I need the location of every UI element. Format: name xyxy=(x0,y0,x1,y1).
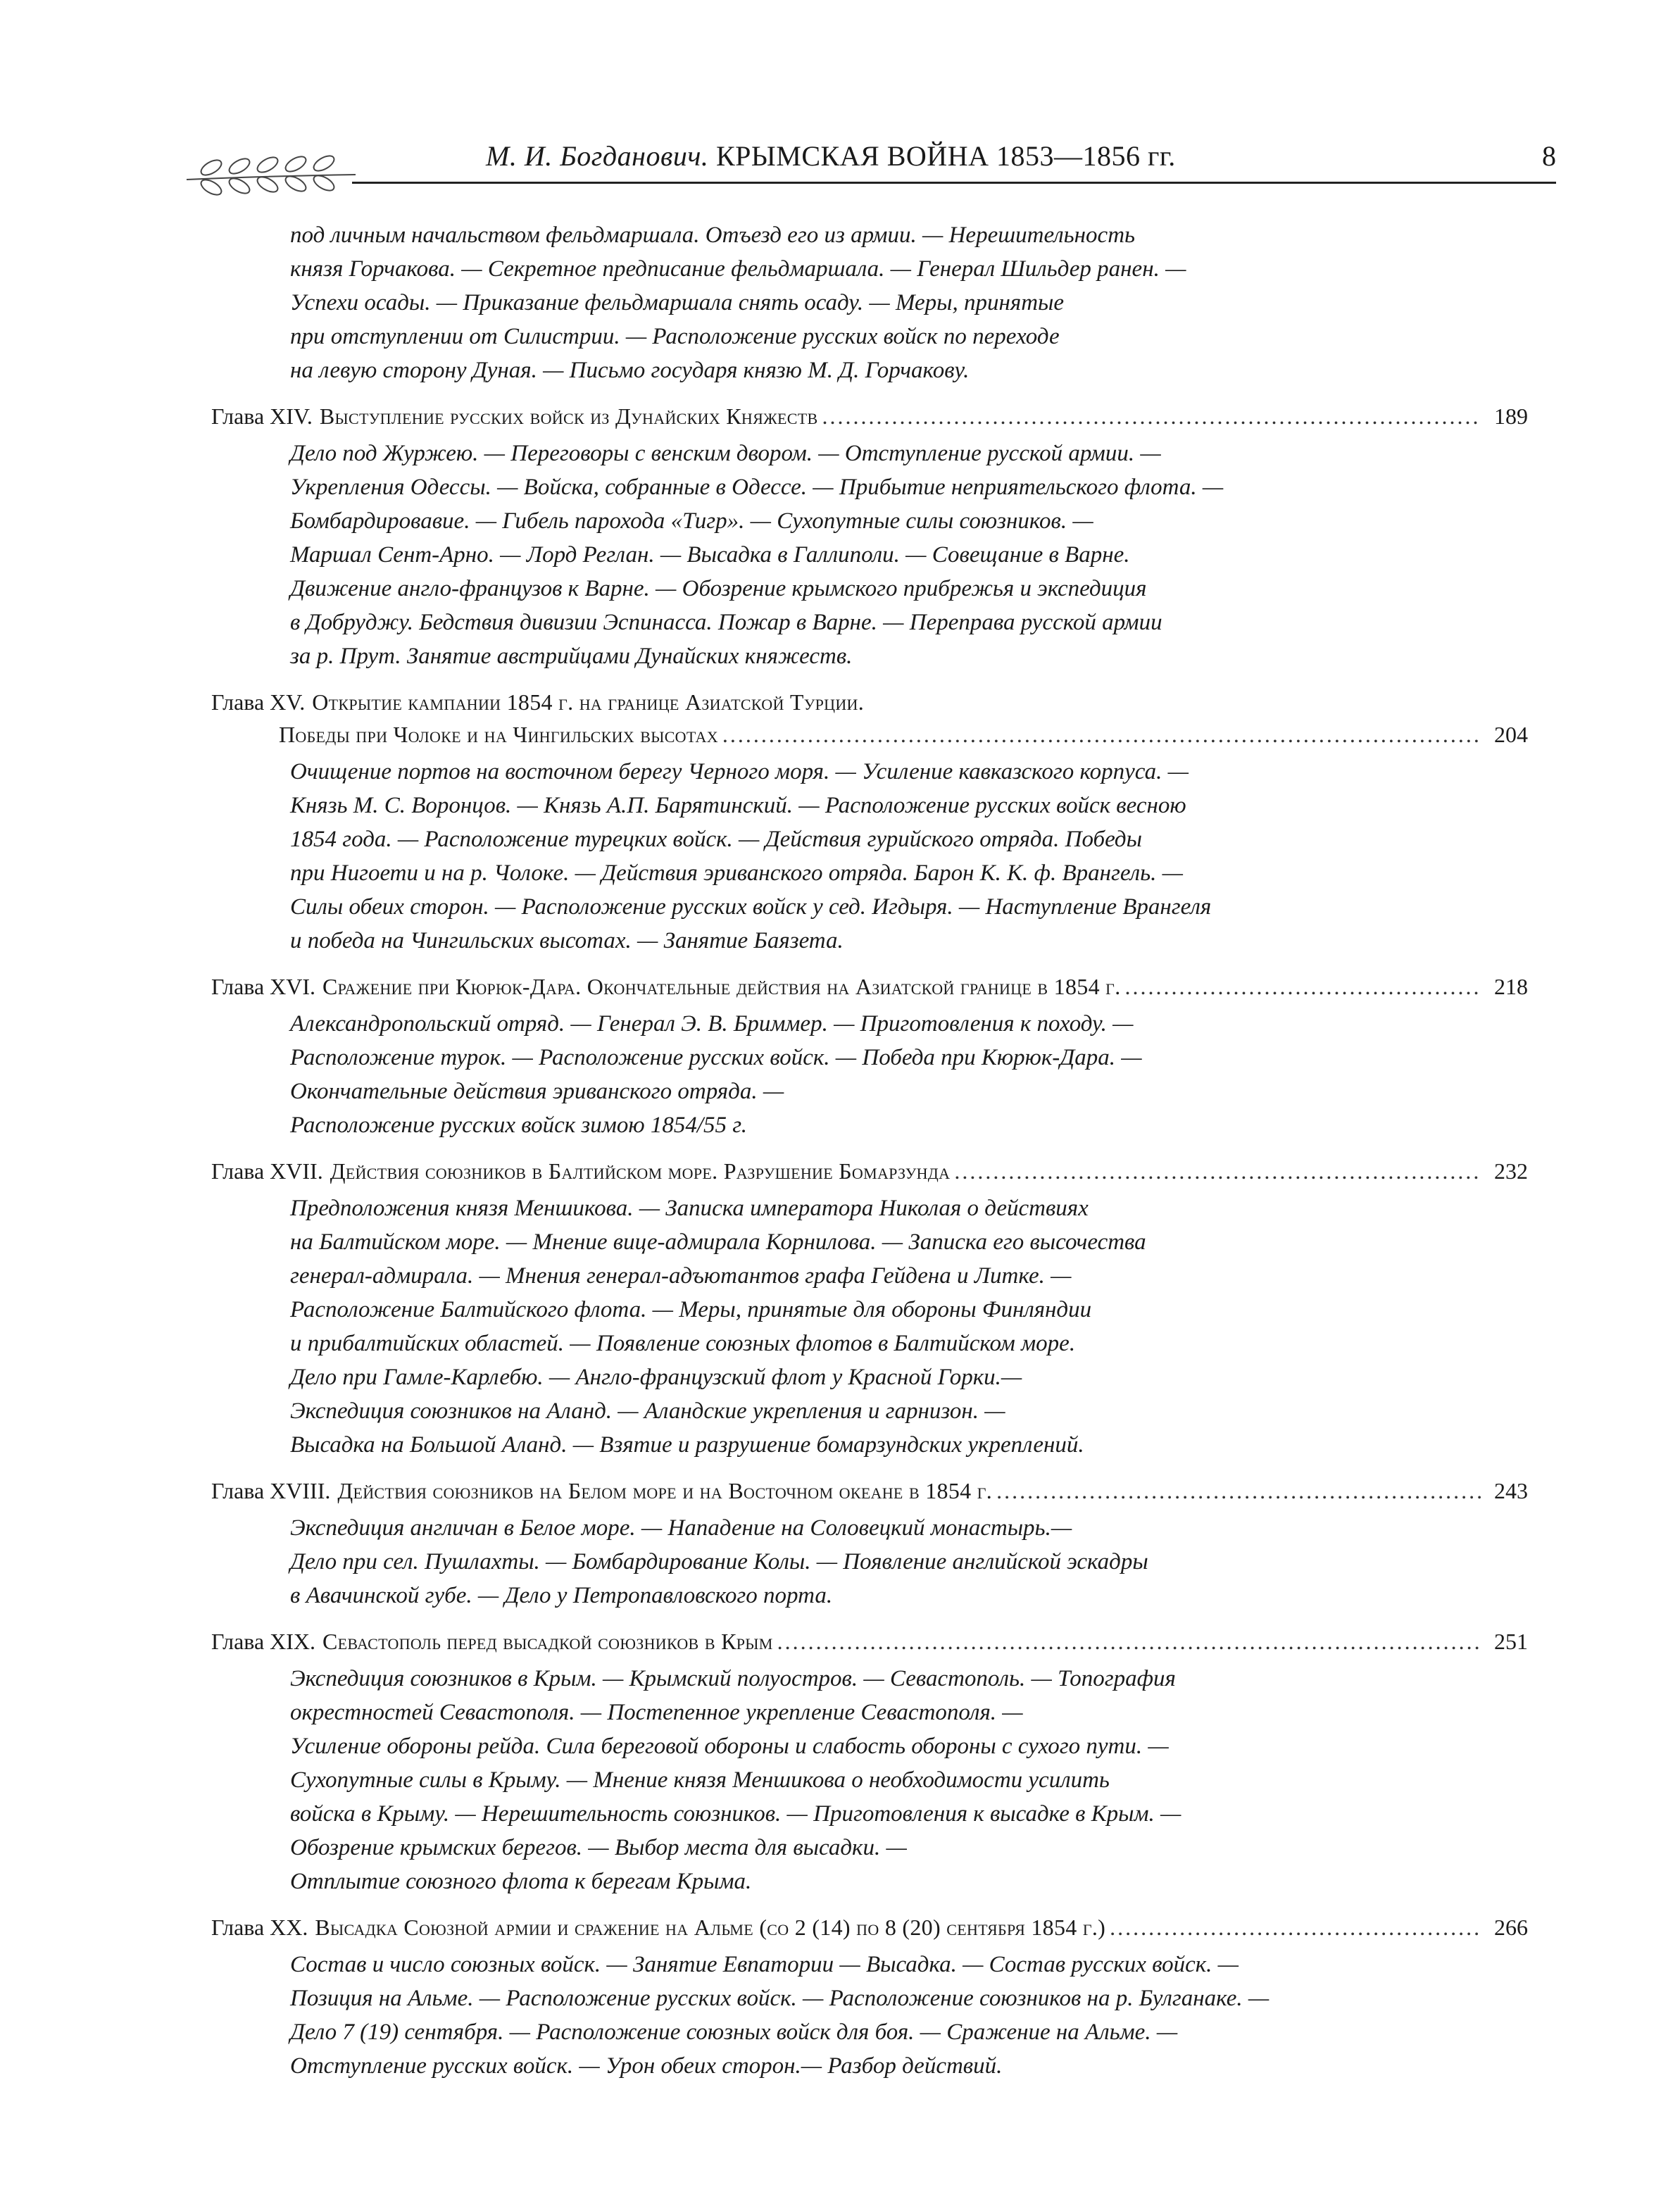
dot-leader xyxy=(1110,1911,1481,1943)
chapter-number: Глава XVIII. xyxy=(211,1478,331,1503)
chapter-entry xyxy=(211,970,1528,1142)
summary-line: и победа на Чингильских высотах. — Занятие Баязета. xyxy=(290,928,844,953)
chapter-heading xyxy=(211,1474,1528,1507)
summary-line: Экспедиция союзников в Крым. — Крымский полуостров. — Севастополь. — Топография xyxy=(290,1666,1176,1691)
chapter-page: 189 xyxy=(1494,403,1528,429)
summary-line: Маршал Сент-Арно. — Лорд Реглан. — Высадка в Галлиполи. — Совещание в Варне. xyxy=(290,542,1130,568)
summary-line: Окончательные действия эриванского отряда. — xyxy=(290,1079,784,1104)
header-author: М. И. Богданович. xyxy=(486,140,709,172)
summary-line: в Добруджу. Бедствия дивизии Эспинасса. Пожар в Варне. — Переправа русской армии xyxy=(290,610,1162,635)
page-number: 8 xyxy=(1542,140,1556,172)
summary-line: Очищение портов на восточном берегу Черного моря. — Усиление кавказского корпуса. — xyxy=(290,759,1189,784)
header-book-title: КРЫМСКАЯ ВОЙНА 1853—1856 гг. xyxy=(715,140,1176,172)
summary-line: Движение англо-французов к Варне. — Обозрение крымского прибрежья и экспедиция xyxy=(290,576,1147,601)
chapter-entry xyxy=(211,1474,1528,1613)
dot-leader xyxy=(722,718,1481,751)
summary-line: при Нигоети и на р. Чолоке. — Действия эриванского отряда. Барон К. К. ф. Врангель. — xyxy=(290,860,1183,886)
running-header xyxy=(183,134,1556,197)
chapter-summary xyxy=(290,755,1388,958)
chapter-heading xyxy=(211,400,1528,432)
summary-line: Высадка на Большой Аланд. — Взятие и разрушение бомарзундских укреплений. xyxy=(290,1432,1084,1458)
chapter-title: Сражение при Кюрюк-Дара. Окончательные действия на Азиатской границе в 1854 г. xyxy=(322,974,1121,999)
summary-line: 1854 года. — Расположение турецких войск. — Действия гурийского отряда. Победы xyxy=(290,827,1142,852)
summary-line: и прибалтийских областей. — Появление союзных флотов в Балтийском море. xyxy=(290,1331,1076,1356)
chapter-page: 232 xyxy=(1494,1158,1528,1184)
summary-line: Дело при Гамле-Карлебю. — Англо-французский флот у Красной Горки.— xyxy=(290,1365,1022,1390)
chapter-number: Глава XVII. xyxy=(211,1158,323,1184)
running-title xyxy=(486,139,1176,173)
chapter-title: Действия союзников в Балтийском море. Разрушение Бомарзунда xyxy=(330,1158,951,1184)
chapter-heading xyxy=(211,1625,1528,1658)
chapter-page: 266 xyxy=(1494,1915,1528,1940)
chapter-summary xyxy=(290,1191,1388,1462)
chapter-number: Глава XIV. xyxy=(211,403,313,429)
chapter-list xyxy=(211,400,1528,2083)
chapter-page: 204 xyxy=(1494,722,1528,747)
chapter-heading-continued xyxy=(211,718,1528,751)
chapter-entry xyxy=(211,1155,1528,1462)
chapter-number: Глава XIX. xyxy=(211,1629,316,1654)
summary-line: в Авачинской губе. — Дело у Петропавловского порта. xyxy=(290,1583,833,1608)
summary-line: Бомбардировавие. — Гибель парохода «Тигр». — Сухопутные силы союзников. — xyxy=(290,508,1093,534)
chapter-title: Действия союзников на Белом море и на Восточном океане в 1854 г. xyxy=(337,1478,993,1503)
summary-line: Дело 7 (19) сентября. — Расположение союзных войск для боя. — Сражение на Альме. — xyxy=(290,2020,1178,2045)
chapter-title: Севастополь перед высадкой союзников в Крым xyxy=(322,1629,773,1654)
chapter-entry xyxy=(211,400,1528,673)
summary-line: на Балтийском море. — Мнение вице-адмирала Корнилова. — Записка его высочества xyxy=(290,1229,1146,1255)
summary-line: при отступлении от Силистрии. — Расположение русских войск по переходе xyxy=(290,324,1060,349)
dot-leader xyxy=(1125,970,1482,1003)
summary-line: войска в Крыму. — Нерешительность союзников. — Приготовления к высадке в Крым. — xyxy=(290,1801,1181,1827)
summary-line: князя Горчакова. — Секретное предписание фельдмаршала. — Генерал Шильдер ранен. — xyxy=(290,256,1186,282)
summary-line: Александропольский отряд. — Генерал Э. В. Бриммер. — Приготовления к походу. — xyxy=(290,1011,1134,1037)
summary-line: на левую сторону Дуная. — Письмо государя князю М. Д. Горчакову. xyxy=(290,358,970,383)
dot-leader xyxy=(822,400,1481,432)
chapter-summary xyxy=(290,1511,1388,1613)
chapter-heading xyxy=(211,1155,1528,1187)
chapter-heading xyxy=(211,1911,1528,1943)
header-rule xyxy=(352,182,1556,184)
summary-line: за р. Прут. Занятие австрийцами Дунайских княжеств. xyxy=(290,644,853,669)
chapter-heading xyxy=(211,970,1528,1003)
chapter-page: 251 xyxy=(1494,1629,1528,1654)
chapter-entry xyxy=(211,1625,1528,1898)
summary-line: Расположение турок. — Расположение русских войск. — Победа при Кюрюк-Дара. — xyxy=(290,1045,1142,1070)
summary-line: генерал-адмирала. — Мнения генерал-адъютантов графа Гейдена и Литке. — xyxy=(290,1263,1072,1289)
laurel-branch-icon xyxy=(183,148,359,197)
summary-line: окрестностей Севастополя. — Постепенное укрепление Севастополя. — xyxy=(290,1700,1023,1725)
chapter-page: 218 xyxy=(1494,974,1528,999)
chapter-title: Высадка Союзной армии и сражение на Альме (со 2 (14) по 8 (20) сентября 1854 г.) xyxy=(315,1915,1106,1940)
summary-line: Экспедиция англичан в Белое море. — Нападение на Соловецкий монастырь.— xyxy=(290,1515,1072,1541)
summary-line: Князь М. С. Воронцов. — Князь А.П. Барятинский. — Расположение русских войск весною xyxy=(290,793,1186,818)
summary-line: Отступление русских войск. — Урон обеих сторон.— Разбор действий. xyxy=(290,2053,1003,2079)
summary-line: Расположение Балтийского флота. — Меры, принятые для обороны Финляндии xyxy=(290,1297,1092,1322)
dot-leader xyxy=(954,1155,1481,1187)
chapter-heading xyxy=(211,686,1528,718)
summary-line: Дело при сел. Пушлахты. — Бомбардирование Колы. — Появление английской эскадры xyxy=(290,1549,1148,1574)
chapter-title: Выступление русских войск из Дунайских Княжеств xyxy=(319,403,818,429)
chapter-summary xyxy=(290,1662,1388,1898)
chapter-summary xyxy=(290,437,1388,673)
chapter-number: Глава XX. xyxy=(211,1915,308,1940)
summary-line: Предположения князя Меншикова. — Записка императора Николая о действиях xyxy=(290,1196,1089,1221)
chapter-number: Глава XV. xyxy=(211,689,306,715)
chapter-summary xyxy=(290,1948,1388,2083)
summary-line: Расположение русских войск зимою 1854/55 г. xyxy=(290,1113,747,1138)
summary-line: Силы обеих сторон. — Расположение русских войск у сед. Игдыря. — Наступление Врангеля xyxy=(290,894,1212,920)
continued-summary xyxy=(290,218,1388,387)
chapter-number: Глава XVI. xyxy=(211,974,316,999)
summary-line: Экспедиция союзников на Аланд. — Аландские укрепления и гарнизон. — xyxy=(290,1398,1005,1424)
chapter-entry xyxy=(211,686,1528,958)
dot-leader xyxy=(777,1625,1481,1658)
summary-line: Позиция на Альме. — Расположение русских войск. — Расположение союзников на р. Булганаке. — xyxy=(290,1986,1270,2011)
chapter-entry xyxy=(211,1911,1528,2083)
chapter-title-continued: Победы при Чолоке и на Чингильских высотах xyxy=(279,722,718,747)
summary-line: Отплытие союзного флота к берегам Крыма. xyxy=(290,1869,752,1894)
dot-leader xyxy=(996,1474,1481,1507)
summary-line: Успехи осады. — Приказание фельдмаршала снять осаду. — Меры, принятые xyxy=(290,290,1065,315)
table-of-contents xyxy=(211,218,1528,2096)
summary-line: Сухопутные силы в Крыму. — Мнение князя Меншикова о необходимости усилить xyxy=(290,1767,1110,1793)
chapter-summary xyxy=(290,1007,1388,1142)
summary-line: Укрепления Одессы. — Войска, собранные в Одессе. — Прибытие неприятельского флота. — xyxy=(290,475,1224,500)
summary-line: Дело под Журжею. — Переговоры с венским двором. — Отступление русской армии. — xyxy=(290,441,1161,466)
chapter-page: 243 xyxy=(1494,1478,1528,1503)
summary-line: Усиление обороны рейда. Сила береговой обороны и слабость обороны с сухого пути. — xyxy=(290,1734,1169,1759)
summary-line: Обозрение крымских берегов. — Выбор места для высадки. — xyxy=(290,1835,907,1860)
chapter-title: Открытие кампании 1854 г. на границе Азиатской Турции. xyxy=(312,689,865,715)
summary-line: под личным начальством фельдмаршала. Отъезд его из армии. — Нерешительность xyxy=(290,223,1136,248)
summary-line: Состав и число союзных войск. — Занятие Евпатории — Высадка. — Состав русских войск. — xyxy=(290,1952,1239,1977)
